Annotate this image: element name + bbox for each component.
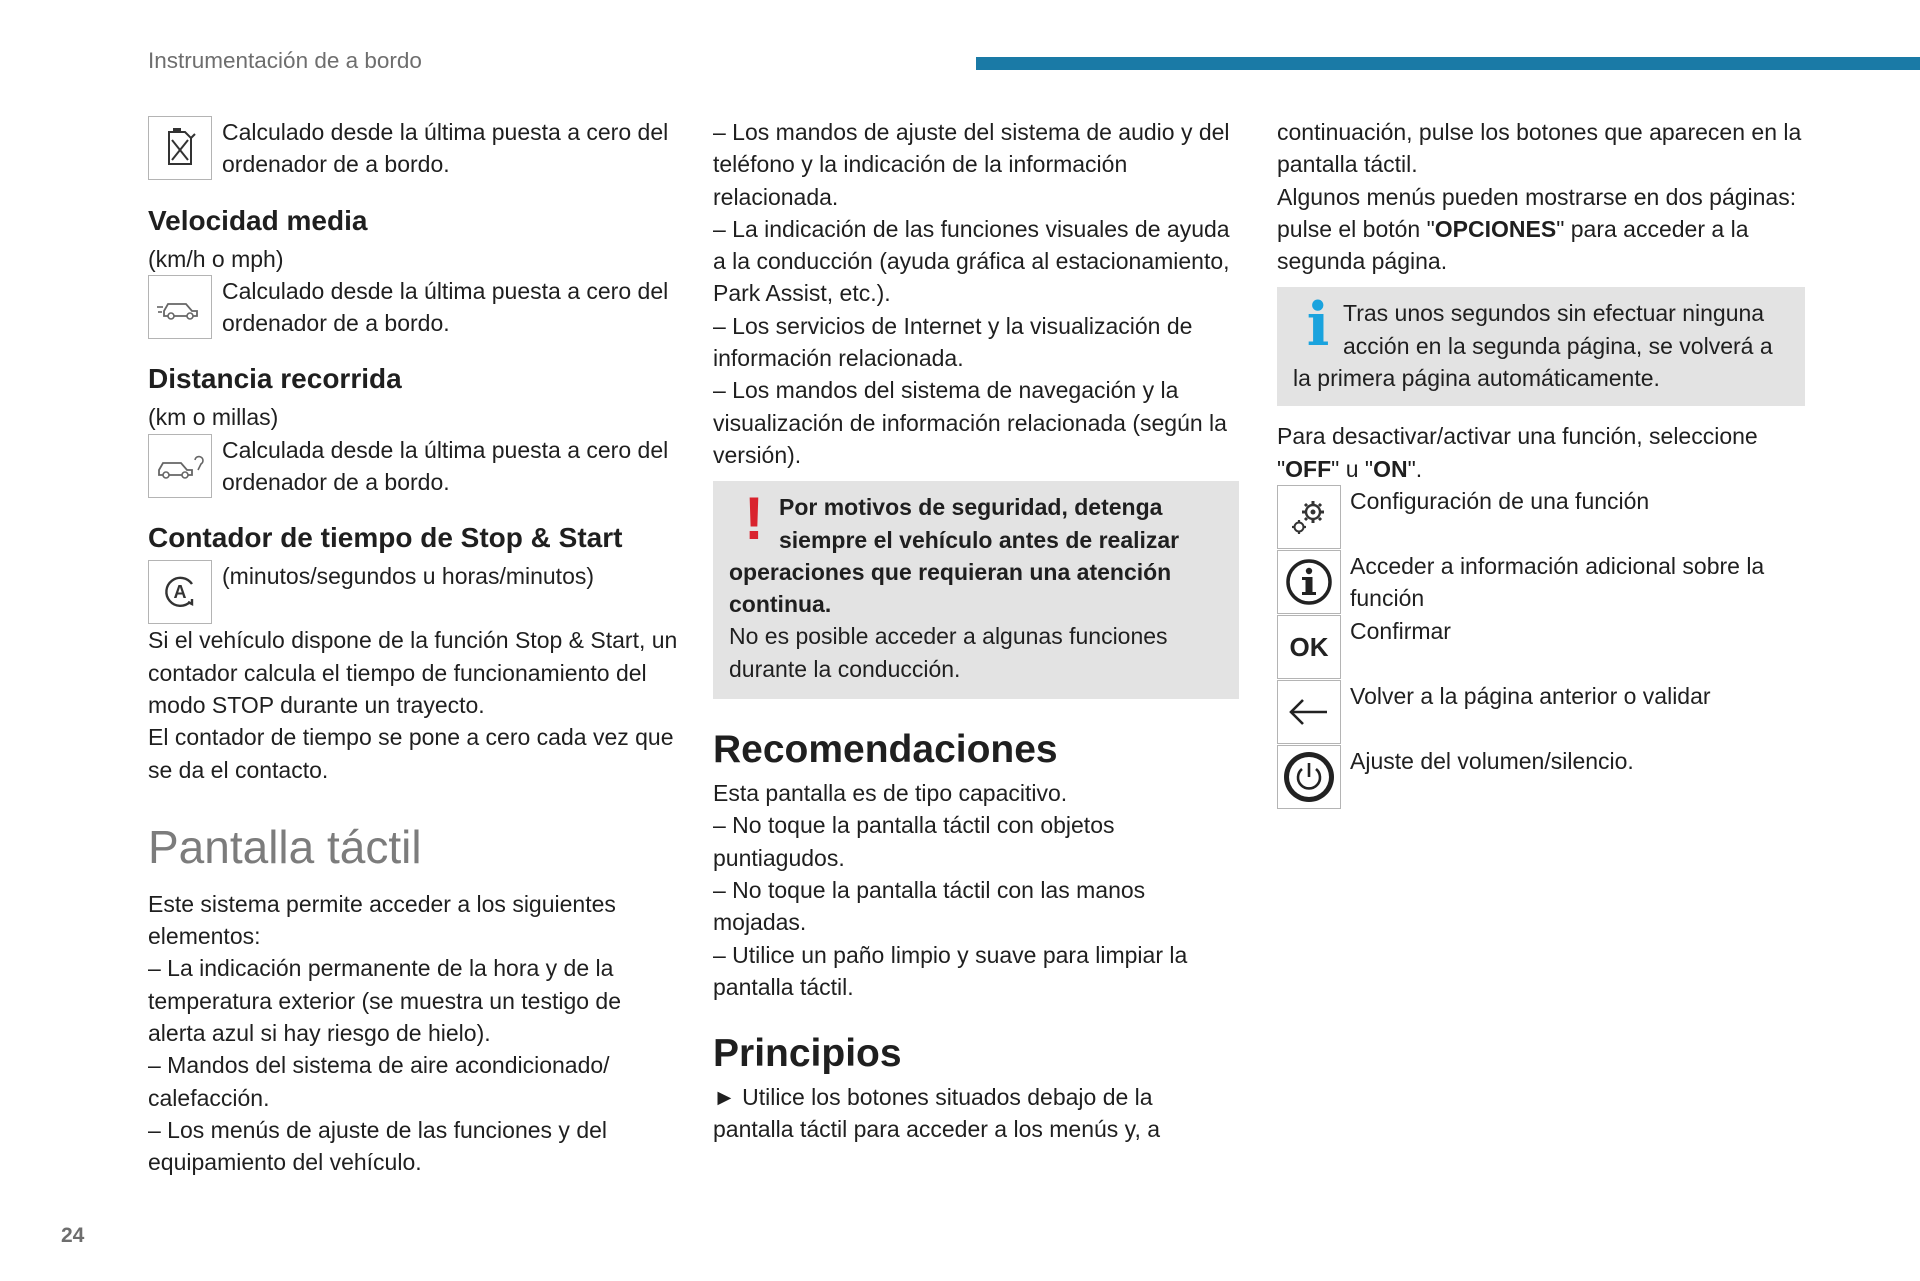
touchscreen-item: – Los menús de ajuste de las funciones y del equipamiento del vehículo. [148,1116,608,1176]
power-icon [1277,745,1341,809]
function-list [1277,485,1805,810]
fuel-consumption-icon [148,116,212,180]
car-speed-icon [148,275,212,339]
column-middle [713,116,1239,1146]
arrow-left-icon [1277,680,1341,744]
stop-start-text2: El contador de tiempo se pone a cero cada vez que se da el contacto. [148,724,674,783]
function-label: Confirmar [1350,617,1451,644]
touchscreen-item: – Mandos del sistema de aire acondicionado/ calefacción. [148,1052,610,1111]
stop-start-row [148,560,678,624]
principles-title: Principios [713,1032,902,1076]
feature-item: – La indicación de las funciones visuales de ayuda a la conducción (ayuda gráfica al estacionamiento, Park Assist, etc.). [713,215,1230,307]
stop-start-unit: (minutos/segundos u horas/minutos) [222,563,595,590]
feature-item: – Los mandos del sistema de navegación y la visualización de información relacionada (según la versión). [713,377,1227,468]
stop-start-title: Contador de tiempo de Stop & Start [148,522,623,554]
function-label: Acceder a información adicional sobre la función [1350,552,1765,612]
distance-unit: (km o millas) [148,404,279,431]
feature-item: – Los mandos de ajuste del sistema de audio y del teléfono y la indicación de la información relacionada. [713,119,1230,210]
fuel-row [148,116,678,181]
toggle-paragraph: Para desactivar/activar una función, seleccione "OFF" u "ON". [1277,423,1758,482]
warning-icon: ! [744,485,764,553]
on-label: ON [1373,455,1408,482]
info-note-box [1277,287,1805,406]
function-label: Volver a la página anterior o validar [1350,682,1711,709]
off-label: OFF [1285,455,1332,482]
ok-icon-text: OK [1289,631,1329,662]
function-row [1277,550,1805,615]
safety-warning-box [713,481,1239,699]
stop-start-icon [148,560,212,624]
feature-item: – Los servicios de Internet y la visualización de información relacionada. [713,312,1193,372]
info-icon: i [1306,290,1330,361]
options-paragraph: Algunos menús pueden mostrarse en dos páginas: pulse el botón "OPCIONES" para acceder a la segunda página. [1277,183,1797,275]
recommendation-item: – No toque la pantalla táctil con objetos puntiagudos. [713,812,1115,871]
avg-speed-text: Calculado desde la última puesta a cero del ordenador de a bordo. [222,277,669,337]
svg-text:A: A [173,582,187,603]
touchscreen-title: Pantalla táctil [148,820,422,873]
touchscreen-intro: Este sistema permite acceder a los siguientes elementos: [148,890,616,950]
distance-text: Calculada desde la última puesta a cero del ordenador de a bordo. [222,436,669,496]
column-right [1277,116,1805,810]
distance-title: Distancia recorrida [148,363,402,395]
avg-speed-title: Velocidad media [148,204,368,236]
info-circle-icon [1277,550,1341,614]
car-distance-icon [148,434,212,498]
header-title: Instrumentación de a bordo [148,48,422,73]
distance-row [148,434,678,499]
settings-gears-icon [1277,485,1341,549]
recommendations-intro: Esta pantalla es de tipo capacitivo. [713,780,1068,807]
header-accent-bar [976,57,1920,70]
stop-start-text1: Si el vehículo dispone de la función Stop & Start, un contador calcula el tiempo de funcionamiento del modo STOP durante un trayecto. [148,627,678,718]
function-label: Ajuste del volumen/silencio. [1350,747,1634,774]
principles-text: ► Utilice los botones situados debajo de la pantalla táctil para acceder a los menús y, a [713,1084,1161,1143]
info-note-text: Tras unos segundos sin efectuar ninguna acción en la segunda página, se volverá a la primera página automáticamente. [1293,300,1773,392]
function-row [1277,745,1805,810]
avg-speed-row [148,275,678,340]
warning-bold-text: Por motivos de seguridad, detenga siempre el vehículo antes de realizar operaciones que requieran una atención continua. [729,494,1180,618]
options-label: OPCIONES [1434,215,1557,242]
function-label: Configuración de una función [1350,487,1650,514]
function-row [1277,680,1805,745]
function-row [1277,485,1805,550]
function-row [1277,615,1805,680]
page-number: 24 [61,1224,85,1247]
ok-icon [1277,615,1341,679]
warning-text: No es posible acceder a algunas funciones durante la conducción. [729,623,1168,682]
continuation-text: continuación, pulse los botones que aparecen en la pantalla táctil. [1277,119,1802,178]
column-left [148,116,678,1179]
recommendation-item: – Utilice un paño limpio y suave para limpiar la pantalla táctil. [713,941,1188,1000]
recommendations-title: Recomendaciones [713,728,1058,772]
avg-speed-unit: (km/h o mph) [148,245,284,272]
touchscreen-item: – La indicación permanente de la hora y de la temperatura exterior (se muestra un testigo de alerta azul si hay riesgo de hielo). [148,955,622,1047]
recommendation-item: – No toque la pantalla táctil con las manos mojadas. [713,876,1146,936]
fuel-text: Calculado desde la última puesta a cero del ordenador de a bordo. [222,119,669,178]
